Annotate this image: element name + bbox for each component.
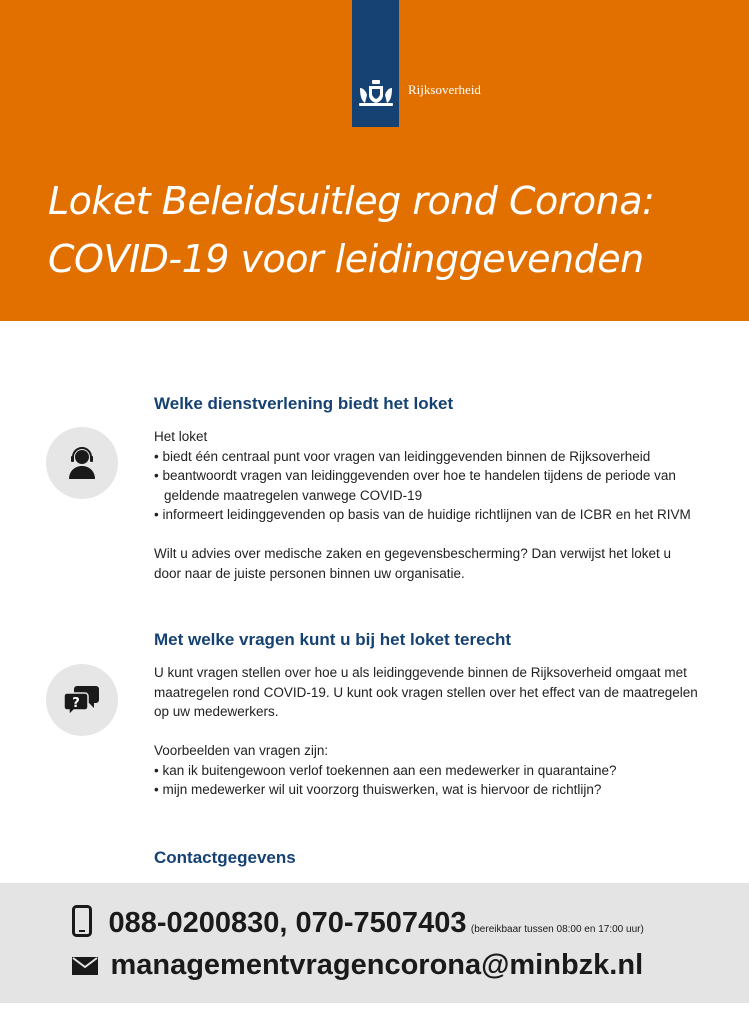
chat-icon-circle <box>46 664 118 736</box>
phone-numbers[interactable]: 088-0200830, 070-7507403 <box>108 907 467 939</box>
logo-text: Rijksoverheid <box>408 82 481 97</box>
chat-question-icon <box>64 682 100 718</box>
section1-paragraph-line: Wilt u advies over medische zaken en gegevensbescherming? Dan verwijst het loket u <box>154 546 672 561</box>
email-line <box>72 949 643 982</box>
bullet-item: • informeert leidinggevenden op basis van de huidige richtlijnen van de ICBR en het RIVM <box>154 507 691 522</box>
examples-intro: Voorbeelden van vragen zijn: <box>154 743 329 758</box>
section1-body <box>154 427 714 583</box>
page-title <box>48 172 728 288</box>
section1-intro: Het loket <box>154 429 208 444</box>
envelope-icon <box>72 957 98 975</box>
example-item: • kan ik buitengewoon verlof toekennen aan een medewerker in quarantaine? <box>154 762 617 778</box>
bullet-item: • beantwoordt vragen van leidinggevenden over hoe te handelen tijdens de periode van <box>154 468 676 483</box>
contact-band <box>0 883 749 1003</box>
bullet-item: • biedt één centraal punt voor vragen van leidinggevenden binnen de Rijksoverheid <box>154 448 651 464</box>
bullet-item-continuation: geldende maatregelen vanwege COVID-19 <box>164 487 423 503</box>
section2-paragraph-line: U kunt vragen stellen over hoe u als leidinggevende binnen de Rijksoverheid omgaat met <box>154 665 687 680</box>
example-item: • mijn medewerker wil uit voorzorg thuiswerken, wat is hiervoor de richtlijn? <box>154 782 602 797</box>
person-icon-circle <box>46 427 118 499</box>
phone-line <box>72 905 644 940</box>
section2-paragraph-line: op uw medewerkers. <box>154 704 279 719</box>
person-headset-icon <box>64 445 100 481</box>
phone-icon <box>72 905 92 937</box>
title-line-1: Loket Beleidsuitleg rond Corona: <box>48 179 655 223</box>
section2-paragraph-line: maatregelen rond COVID-19. U kunt ook vragen stellen over het effect van de maatregelen <box>154 684 698 700</box>
svg-text:?: ? <box>72 696 80 711</box>
section-heading-services: Welke dienstverlening biedt het loket <box>154 394 454 413</box>
title-line-2: COVID-19 voor leidinggevenden <box>48 237 644 281</box>
logo-bar <box>352 0 399 127</box>
section-heading-questions: Met welke vragen kunt u bij het loket terecht <box>154 630 512 649</box>
coat-of-arms-icon <box>356 78 396 108</box>
section1-paragraph-line: door naar de juiste personen binnen uw organisatie. <box>154 565 465 581</box>
section-heading-contact: Contactgegevens <box>154 848 296 867</box>
phone-hours-note: (bereikbaar tussen 08:00 en 17:00 uur) <box>470 924 644 935</box>
section2-body <box>154 663 714 800</box>
header-banner <box>0 0 749 321</box>
email-address[interactable]: managementvragencorona@minbzk.nl <box>110 949 644 981</box>
